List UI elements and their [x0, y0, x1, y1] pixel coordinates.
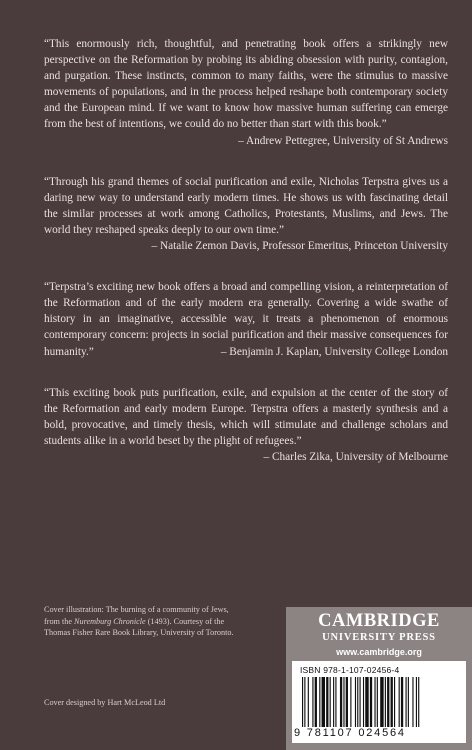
- blurb-attribution: – Natalie Zemon Davis, Professor Emeritus, Princeton University: [151, 240, 448, 253]
- blurbs: [44, 36, 448, 490]
- isbn-barcode: [292, 661, 466, 743]
- publisher-url: www.cambridge.org: [336, 647, 422, 657]
- blurb-kaplan: [44, 279, 448, 359]
- credit-line: from the Nuremburg Chronicle (1493). Courtesy of the: [44, 616, 225, 626]
- credit-line: Thomas Fisher Rare Book Library, University of Toronto.: [44, 628, 234, 637]
- blurb-davis: [44, 174, 448, 254]
- blurb-text: “Through his grand themes of social purification and exile, Nicholas Terpstra gives us a daring new way to understand early modern times. He shows us with fascinating detail the similar processes at work among Catholics, Protestants, Muslims, and Jews. The world they reshaped speaks deeply to our own time.”: [44, 175, 448, 236]
- barcode-bars: [302, 677, 458, 727]
- publisher-name: CAMBRIDGE: [318, 611, 440, 631]
- ean-digits: 9 781107 024564: [294, 727, 406, 739]
- blurb-text: “Terpstra’s exciting new book offers a broad and compelling vision, a reinterpretation of the Reformation and of the early modern era generally. Covering a wide swathe of history in an imaginative, accessible way, it treats a phenomenon of enormous contemporary concern: projects in social purification and their massive consequences for humanity.”: [44, 281, 448, 358]
- cover-credits: [44, 604, 274, 639]
- blurb-text: “This exciting book puts purification, exile, and expulsion at the center of the story of the Reformation and early modern Europe. Terpstra offers a masterly synthesis and a bold, provocative, and timely thesis, which will stimulate and challenge scholars and students alike in a world beset by the plight of refugees.”: [44, 386, 448, 447]
- blurb-attribution: – Andrew Pettegree, University of St Andrews: [238, 134, 448, 147]
- chronicle-title: Nuremburg Chronicle: [74, 616, 146, 626]
- blurb-text: “This enormously rich, thoughtful, and penetrating book offers a strikingly new perspective on the Reformation by probing its abiding obsession with purity, contagion, and purgation. These instincts, common to many faiths, were the stimulus to massive movements of populations, and in the process helped reshape both contemporary society and the European mind. If we want to know how massive human suffering can emerge from the best of intentions, we could do no better than start with this book.”: [44, 38, 448, 131]
- publisher-press: UNIVERSITY PRESS: [322, 632, 436, 643]
- blurb-attribution: – Charles Zika, University of Melbourne: [263, 450, 448, 463]
- blurb-attribution: – Benjamin J. Kaplan, University College London: [220, 345, 448, 358]
- credit-line: Cover illustration: The burning of a community of Jews,: [44, 605, 229, 614]
- blurb-zika: [44, 385, 448, 465]
- cover-designer: Cover designed by Hart McLeod Ltd: [44, 698, 166, 707]
- isbn-label: ISBN 978-1-107-02456-4: [300, 665, 400, 675]
- blurb-pettegree: [44, 36, 448, 149]
